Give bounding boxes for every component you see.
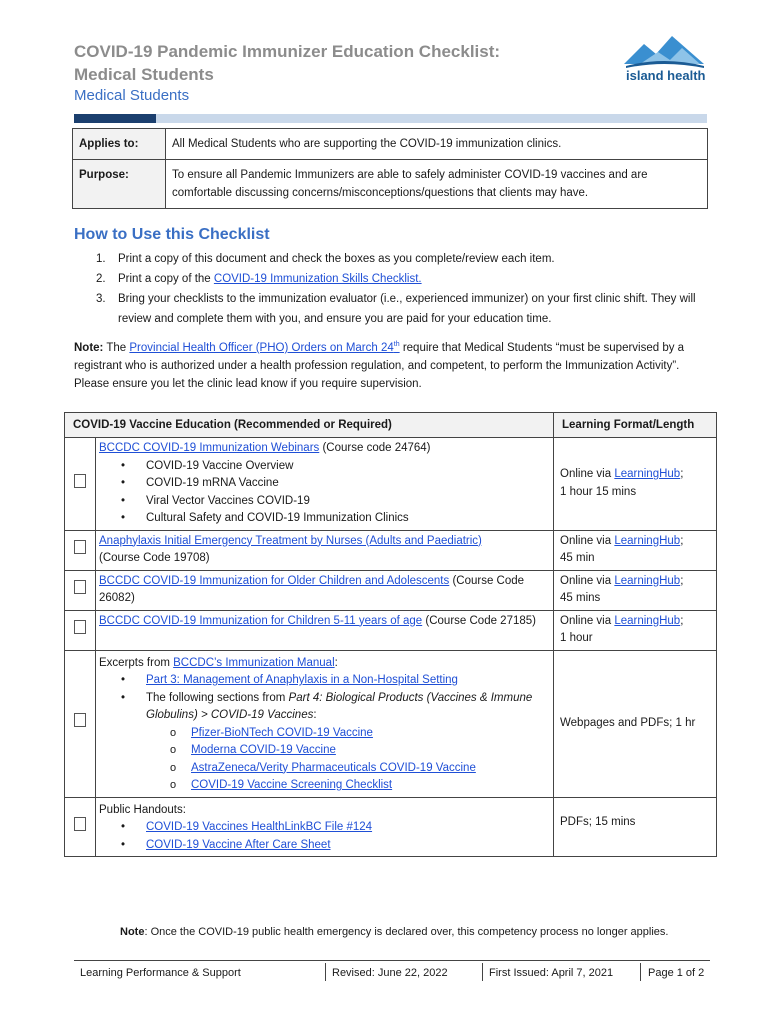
pho-orders-link-sup: th xyxy=(393,341,400,348)
footer-dept: Learning Performance & Support xyxy=(80,967,241,979)
footer-revised: Revised: June 22, 2022 xyxy=(332,967,448,979)
immunization-manual-link[interactable]: BCCDC’s Immunization Manual xyxy=(173,656,335,669)
format-text: Online via xyxy=(560,468,615,481)
older-children-code: (Course Code 26082) xyxy=(99,574,525,604)
anaphylaxis-link[interactable]: Anaphylaxis Initial Emergency Treatment by Nurses (Adults and Paediatric) xyxy=(99,534,482,547)
format-cell xyxy=(554,530,717,570)
table-row xyxy=(65,530,717,570)
format-text: Online via xyxy=(560,614,615,627)
pfizer-link[interactable]: Pfizer-BioNTech COVID-19 Vaccine xyxy=(191,726,373,739)
format-length: 45 min xyxy=(560,552,595,564)
screening-checklist-link[interactable]: COVID-19 Vaccine Screening Checklist xyxy=(191,779,393,791)
step-2 xyxy=(96,269,706,289)
howto-heading: How to Use this Checklist xyxy=(74,226,270,243)
purpose-label: Purpose: xyxy=(73,160,166,209)
document-title xyxy=(74,40,500,86)
checkbox-anaphylaxis[interactable] xyxy=(65,530,96,570)
footer-issued: First Issued: April 7, 2021 xyxy=(489,967,614,979)
sections-text: The following sections from xyxy=(146,691,289,704)
format-text: Online via xyxy=(560,534,615,547)
format-cell xyxy=(554,610,717,650)
astrazeneca-link[interactable]: AstraZeneca/Verity Pharmaceuticals COVID-19 Vaccine xyxy=(191,761,476,774)
manual-pre: Excerpts from xyxy=(99,656,174,669)
step-3 xyxy=(96,289,706,329)
list-item: • Cultural Safety and COVID-19 Immunization Clinics xyxy=(99,510,550,528)
older-children-link[interactable]: BCCDC COVID-19 Immunization for Older Children and Adolescents xyxy=(99,574,450,587)
pho-note-text: require that Medical Students “must be supervised by a registrant who is authorized under a health profession regulation, and competent, to perform the Immunization Activity”. Please ensure you let the clinic lead know if you require supervision. xyxy=(74,341,685,390)
title-line-2: Medical Students xyxy=(74,65,214,84)
step-3-text: Bring your checklists to the immunization evaluator (i.e., experienced immunizer) on your first clinic shift. They will review and complete them with you, and ensure you are paid for your education time. xyxy=(118,293,696,325)
format-cell xyxy=(554,570,717,610)
format-punct: ; xyxy=(680,574,684,587)
applies-label: Applies to: xyxy=(73,129,166,160)
footer xyxy=(74,960,710,984)
education-table-header xyxy=(65,413,717,438)
pho-orders-link[interactable] xyxy=(129,342,399,354)
pho-note-label: Note: xyxy=(74,341,104,354)
children-5-11-code: (Course Code 27185) xyxy=(422,614,536,627)
footer-page: Page 1 of 2 xyxy=(648,967,705,979)
list-item xyxy=(146,725,550,743)
list-item: • COVID-19 mRNA Vaccine xyxy=(99,475,550,493)
healthlinkbc-link[interactable]: COVID-19 Vaccines HealthLinkBC File #124 xyxy=(146,821,373,833)
handouts-label: Public Handouts: xyxy=(99,803,186,816)
checkbox-webinars[interactable] xyxy=(65,438,96,531)
learninghub-link[interactable]: LearningHub xyxy=(614,534,681,547)
step-1-text: Print a copy of this document and check the boxes as you complete/review each item. xyxy=(118,253,555,265)
format-length: 45 mins xyxy=(560,592,601,604)
step-1 xyxy=(96,249,706,269)
learninghub-link[interactable]: LearningHub xyxy=(614,614,681,627)
format-punct: ; xyxy=(680,468,684,481)
header-divider-bar xyxy=(74,114,707,123)
format-punct: ; xyxy=(680,614,684,627)
format-cell: Webpages and PDFs; 1 hr xyxy=(554,650,717,797)
list-item xyxy=(99,690,550,795)
format-length: 1 hour 15 mins xyxy=(560,485,637,498)
list-item xyxy=(99,819,550,837)
education-table xyxy=(64,412,717,857)
checkbox-older-children[interactable] xyxy=(65,570,96,610)
format-cell xyxy=(554,438,717,531)
emergency-note-label: Note xyxy=(120,926,145,938)
list-item xyxy=(99,837,550,855)
step-2-number: 2. xyxy=(96,273,106,285)
purpose-row xyxy=(73,160,708,209)
list-item xyxy=(146,777,550,795)
step-3-number: 3. xyxy=(96,293,106,305)
list-item xyxy=(99,672,550,690)
header-format: Learning Format/Length xyxy=(554,413,717,438)
logo-text: island health xyxy=(626,68,706,83)
table-row xyxy=(65,610,717,650)
checkbox-immunization-manual[interactable] xyxy=(65,650,96,797)
emergency-note xyxy=(120,926,668,938)
document-subtitle: Medical Students xyxy=(74,87,190,104)
format-text: Online via xyxy=(560,574,615,587)
format-cell: PDFs; 15 mins xyxy=(554,797,717,857)
table-row xyxy=(65,570,717,610)
anaphylaxis-code: (Course Code 19708) xyxy=(99,552,210,564)
webinars-code: (Course code 24764) xyxy=(319,442,431,454)
format-length: 1 hour xyxy=(560,632,593,644)
after-care-link[interactable]: COVID-19 Vaccine After Care Sheet xyxy=(146,838,331,851)
pho-note-pre: The xyxy=(103,341,130,354)
emergency-note-text: : Once the COVID-19 public health emergency is declared over, this competency process no longer applies. xyxy=(144,926,669,938)
table-row xyxy=(65,438,717,531)
header-education: COVID-19 Vaccine Education (Recommended or Required) xyxy=(65,413,554,438)
purpose-value: To ensure all Pandemic Immunizers are able to safely administer COVID-19 vaccines and are comfortable discussing concerns/misconceptions/questions that clients may have. xyxy=(166,160,708,209)
moderna-link[interactable]: Moderna COVID-19 Vaccine xyxy=(191,744,336,756)
learninghub-link[interactable]: LearningHub xyxy=(614,468,681,481)
anaphylaxis-part3-link[interactable]: Part 3: Management of Anaphylaxis in a Non-Hospital Setting xyxy=(146,674,458,686)
table-row xyxy=(65,650,717,797)
list-item: • Viral Vector Vaccines COVID-19 xyxy=(99,493,550,511)
format-punct: ; xyxy=(680,534,684,547)
sections-emphasis: Part 4: Biological Products (Vaccines & Immune Globulins) > COVID-19 Vaccines xyxy=(146,691,533,721)
pho-orders-link-text: Provincial Health Officer (PHO) Orders on March 24 xyxy=(129,341,394,354)
pho-note xyxy=(74,336,706,393)
list-item xyxy=(146,760,550,778)
skills-checklist-link[interactable]: COVID-19 Immunization Skills Checklist. xyxy=(213,273,422,285)
checkbox-children-5-11[interactable] xyxy=(65,610,96,650)
step-2-text: Print a copy of the xyxy=(118,273,214,285)
step-1-number: 1. xyxy=(96,253,106,265)
list-item xyxy=(146,742,550,760)
howto-steps xyxy=(96,249,706,329)
title-line-1: COVID-19 Pandemic Immunizer Education Checklist: xyxy=(74,42,501,61)
applies-row xyxy=(73,129,708,160)
applies-value: All Medical Students who are supporting the COVID-19 immunization clinics. xyxy=(166,129,708,160)
webinars-link[interactable]: BCCDC COVID-19 Immunization Webinars xyxy=(99,442,320,454)
table-row xyxy=(65,797,717,857)
children-5-11-link[interactable]: BCCDC COVID-19 Immunization for Children 5-11 years of age xyxy=(99,614,423,627)
checkbox-public-handouts[interactable] xyxy=(65,797,96,857)
list-item: • COVID-19 Vaccine Overview xyxy=(99,458,550,476)
manual-post: : xyxy=(334,656,338,669)
info-table xyxy=(72,128,708,209)
sections-punct: : xyxy=(313,709,317,721)
learninghub-link[interactable]: LearningHub xyxy=(614,574,681,587)
